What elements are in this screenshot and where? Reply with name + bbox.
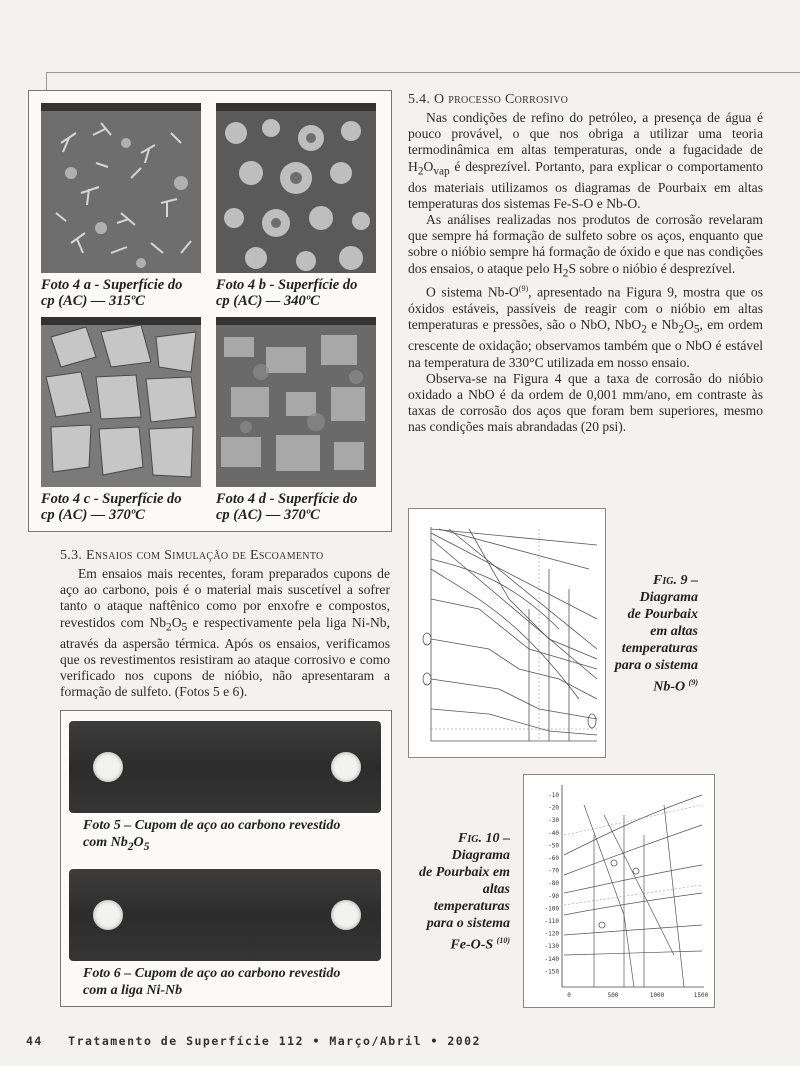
y-tick-label: -150 — [544, 968, 559, 976]
y-tick-label: -130 — [544, 943, 559, 951]
x-tick-label: 1500 — [693, 992, 709, 999]
x-tick-label: 0 — [567, 992, 571, 999]
sem-photo-4a — [41, 103, 201, 273]
section-5-4-body — [408, 110, 763, 436]
page-number: 44 — [26, 1034, 43, 1048]
paragraph: Em ensaios mais recentes, foram preparados cupons de aço ao carbono, pois é o material mais suscetível a sofrer tanto o ataque naftênico como por enxofre e compostos, revestidos com $Nb_2O_5$ e respectivamente pela liga Ni-Nb, através da aspersão térmica. Após os ensaios, verificamos que os revestimentos resistiram ao ataque corrosivo e como verificado nos cupons de nióbio, não apresentaram a formação de sulfeto. (Fotos 5 e 6). — [60, 566, 390, 700]
sem-photo-4b — [216, 103, 376, 273]
caption-photo-4c: Foto 4 c - Superfície do cp (AC) — 370ºC — [41, 491, 182, 523]
coupon-photos-box — [60, 710, 392, 1007]
y-tick-label: -60 — [548, 855, 559, 862]
caption-photo-4d: Foto 4 d - Superfície do cp (AC) — 370ºC — [216, 491, 358, 523]
x-tick-label: 1000 — [649, 992, 665, 999]
figure-9-diagram — [408, 508, 606, 758]
section-5-3-body — [60, 566, 390, 700]
section-5-3-title: 5.3. Ensaios com Simulação de Escoamento — [60, 548, 324, 563]
caption-photo-4a: Foto 4 a - Superfície do cp (AC) — 315ºC — [41, 277, 183, 309]
y-tick-label: -50 — [548, 842, 559, 850]
figure-10-diagram — [523, 774, 715, 1008]
photo-grid-box — [28, 90, 392, 532]
paragraph: Nas condições de refino do petróleo, a presença de água é pouco provável, o que nos obriga a utilizar uma teoria termodinâmica em altas temperaturas, onde a fugacidade de $H_2O_{vap}$ é desprezível. Portanto, para explicar o comportamento dos materiais utilizamos os diagramas de Pourbaix em altas temperaturas dos sistemas Fe-S-O e Nb-O. — [408, 110, 763, 211]
paragraph: As análises realizadas nos produtos de corrosão revelaram que sempre há formação de sulfeto sobre os aços, enquanto que sobre o nióbio sempre há formação de óxido e que nas condições dos ensaios, o ataque pelo $H_2S$ sobre o nióbio é desprezível. — [408, 211, 763, 280]
coupon-photo-6 — [69, 869, 381, 961]
coupon-hole — [93, 900, 123, 930]
section-5-4-title: 5.4. O processo Corrosivo — [408, 92, 569, 107]
coupon-photo-5 — [69, 721, 381, 813]
section-5-4 — [408, 92, 763, 436]
sem-photo-4d — [216, 317, 376, 487]
caption-photo-6: Foto 6 – Cupom de aço ao carbono revestido com a liga Ni-Nb — [83, 966, 341, 998]
paragraph: Observa-se na Figura 4 que a taxa de corrosão do nióbio oxidado a NbO é da ordem de 0,001 mm/ano, em contraste às taxas de corrosão dos aços que foram bem superiores, mesmo nas condições mais abrandadas (20 psi). — [408, 370, 763, 435]
sem-photo-4c — [41, 317, 201, 487]
footer-separator: • — [312, 1034, 321, 1048]
x-tick-label: 500 — [607, 992, 619, 999]
figure-10-caption: Fig. 10 – Diagrama de Pourbaix em altas temperaturas para o sistema Fe-O-S $^{(10)}$ — [419, 831, 510, 953]
y-tick-label: -40 — [548, 829, 559, 837]
footer-separator: • — [430, 1034, 439, 1048]
journal-name: Tratamento de Superfície 112 — [68, 1034, 305, 1048]
y-tick-label: -120 — [544, 930, 559, 938]
section-5-3 — [60, 548, 390, 700]
coupon-hole — [331, 752, 361, 782]
coupon-hole — [93, 752, 123, 782]
paragraph: O sistema $Nb-O^{(9)}$, apresentado na Figura 9, mostra que os óxidos estáveis, passíveis de reagir com o nióbio em altas temperaturas e pressões, são o NbO, NbO$_2$ e $Nb_2O_5$, em ordem crescente de oxidação; observamos também que o NbO é estável na temperatura de 330°C utilizada em nosso ensaio. — [408, 284, 763, 370]
y-tick-label: -140 — [544, 955, 559, 963]
y-tick-label: -70 — [548, 867, 559, 875]
y-tick-label: -10 — [548, 792, 559, 799]
y-tick-label: -110 — [544, 918, 559, 925]
page-footer — [26, 1034, 481, 1048]
frame-rule-top — [46, 72, 800, 73]
caption-photo-5: Foto 5 – Cupom de aço ao carbono revestido com $Nb_2O_5$ — [83, 818, 341, 853]
figure-9-caption: Fig. 9 – Diagrama de Pourbaix em altas temperaturas para o sistema Nb-O $^{(9)}$ — [614, 573, 698, 695]
y-tick-label: -80 — [548, 880, 559, 888]
caption-photo-4b: Foto 4 b - Superfície do cp (AC) — 340ºC — [216, 277, 358, 309]
y-tick-label: -100 — [544, 905, 559, 913]
coupon-hole — [331, 900, 361, 930]
journal-issue: Março/Abril — [329, 1034, 422, 1048]
journal-year: 2002 — [447, 1034, 482, 1048]
y-tick-label: -20 — [548, 804, 559, 812]
y-tick-label: -30 — [548, 817, 559, 825]
y-tick-label: -90 — [548, 892, 559, 900]
